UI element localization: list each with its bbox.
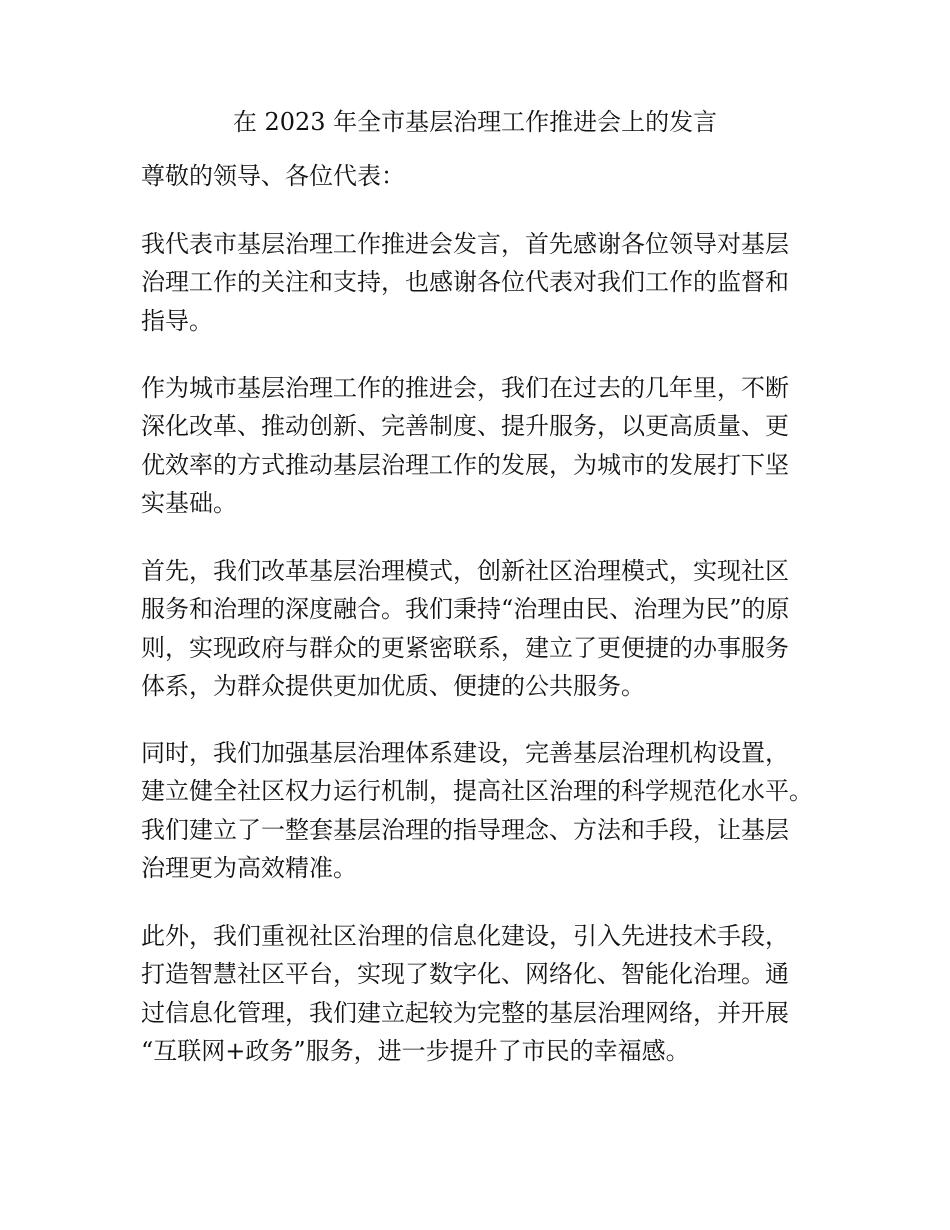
paragraph-line: 指导。 <box>141 306 213 335</box>
paragraph-line: 我代表市基层治理工作推进会发言，首先感谢各位领导对基层 <box>141 230 789 258</box>
paragraph-line: 深化改革、推动创新、完善制度、提升服务，以更高质量、更 <box>141 412 789 441</box>
paragraph-line: “互联网+政务”服务，进一步提升了市民的幸福感。 <box>141 1036 690 1065</box>
paragraph-line: 体系，为群众提供更加优质、便捷的公共服务。 <box>141 671 645 700</box>
paragraph-line: 首先，我们改革基层治理模式，创新社区治理模式，实现社区 <box>141 557 789 585</box>
paragraph-5 <box>141 917 789 1070</box>
paragraph-line: 实基础。 <box>141 488 237 517</box>
paragraph-line: 则，实现政府与群众的更紧密联系，建立了更便捷的办事服务 <box>141 633 789 662</box>
paragraph-3 <box>141 552 790 705</box>
paragraph-line: 同时，我们加强基层治理体系建设，完善基层治理机构设置， <box>141 739 789 767</box>
paragraph-1 <box>141 225 789 340</box>
paragraph-line: 治理更为高效精准。 <box>141 853 357 882</box>
paragraph-line: 建立健全社区权力运行机制，提高社区治理的科学规范化水平。 <box>141 777 813 806</box>
paragraph-line: 治理工作的关注和支持，也感谢各位代表对我们工作的监督和 <box>141 268 789 297</box>
paragraph-line: 服务和治理的深度融合。我们秉持“治理由民、治理为民”的原 <box>141 595 790 624</box>
paragraph-2 <box>141 369 789 522</box>
paragraph-line: 过信息化管理，我们建立起较为完整的基层治理网络，并开展 <box>141 998 789 1027</box>
salutation <box>141 157 405 195</box>
salutation-line: 尊敬的领导、各位代表： <box>141 162 405 190</box>
paragraph-line: 打造智慧社区平台，实现了数字化、网络化、智能化治理。通 <box>141 960 789 989</box>
paragraph-line: 作为城市基层治理工作的推进会，我们在过去的几年里，不断 <box>141 374 789 402</box>
paragraph-4 <box>141 734 813 887</box>
document-title: 在 2023 年全市基层治理工作推进会上的发言 <box>232 108 718 136</box>
paragraph-line: 我们建立了一整套基层治理的指导理念、方法和手段，让基层 <box>141 815 789 844</box>
paragraph-line: 此外，我们重视社区治理的信息化建设，引入先进技术手段， <box>141 922 789 950</box>
paragraph-line: 优效率的方式推动基层治理工作的发展，为城市的发展打下坚 <box>141 450 789 479</box>
